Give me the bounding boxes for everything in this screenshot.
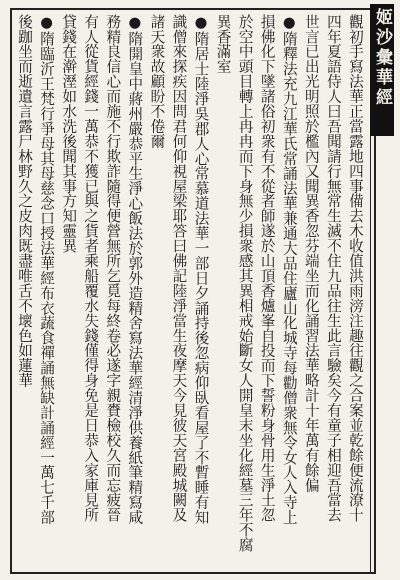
text-column: 損佛化下墜諸俗初衆有不從者師遂於山頂香爐峯自投而下誓粉身骨用生淨土忽 — [258, 14, 276, 523]
text-column: 觀初手寫法華正當露地四事備去木收值洪雨滂注趣往觀之合案並乾餘便流潦十 — [346, 14, 364, 523]
text-column: 世言已出光明照於檻內又聞異香忽芬端坐而化誦習法華略計十年萬有餘偏 — [302, 14, 320, 493]
text-column: 識僧來探疾因問君何仰視屋梁耶答曰佛記陸淨當生夜摩天今見彼天宮殿城闕及 — [170, 14, 188, 523]
text-column: 於空中頭目轉上冉冉而下身無少損衆感其異相戒始斷女人開皇末坐化經墓三年不腐 — [236, 14, 254, 553]
text-column: 後跏坐而逝遺言露尸林野久之皮肉既盡唯舌不壞色如蓮華 — [16, 14, 33, 388]
running-head — [370, 4, 394, 136]
vertical-text-body — [14, 14, 366, 570]
text-column: ●隋居士陸淨吳郡人心常慕道法華一部日夕誦持後忽病仰臥看屋了不暫睡有知 — [192, 14, 210, 525]
text-column: ●隋開皇中蔣州嚴恭平生淨心飯法於郭外造精舍寫法華經清淨供養紙筆精寫咸 — [126, 14, 144, 525]
text-column: 務精良信心而施不行欺詐隨得便營無所乞覓每終卷必遂字親賚檢校久而忘疲晉 — [104, 14, 122, 523]
text-column: 貸錢在澣溼如水洗後聞其事方知靈異 — [60, 14, 78, 254]
text-column: ●隋臨沂王梵行爭母其母慈念口授法華經布衣蔬食禪誦無缺計誦經一萬七千部 — [38, 14, 56, 525]
text-column: 異香滿室 — [214, 14, 232, 74]
text-column: 四年夏語侍人曰吾聞請行無常生滅不住九品往生此言驗矣今有童子相迎吾當去 — [324, 14, 342, 523]
running-head-title: 姬沙彙華經 — [372, 8, 392, 108]
text-column: 諸天衆故顧盼不倦爾 — [148, 14, 166, 149]
text-column: 有人從貨經錢一萬恭不獲已與之貨者乘船覆水失錢僅得身免是日恭入家庫見所 — [82, 14, 100, 523]
text-column: ●隋釋法充九江華氏常誦法華兼通大品住廬山化城寺每勸僧衆無令女人入寺上 — [280, 14, 298, 525]
